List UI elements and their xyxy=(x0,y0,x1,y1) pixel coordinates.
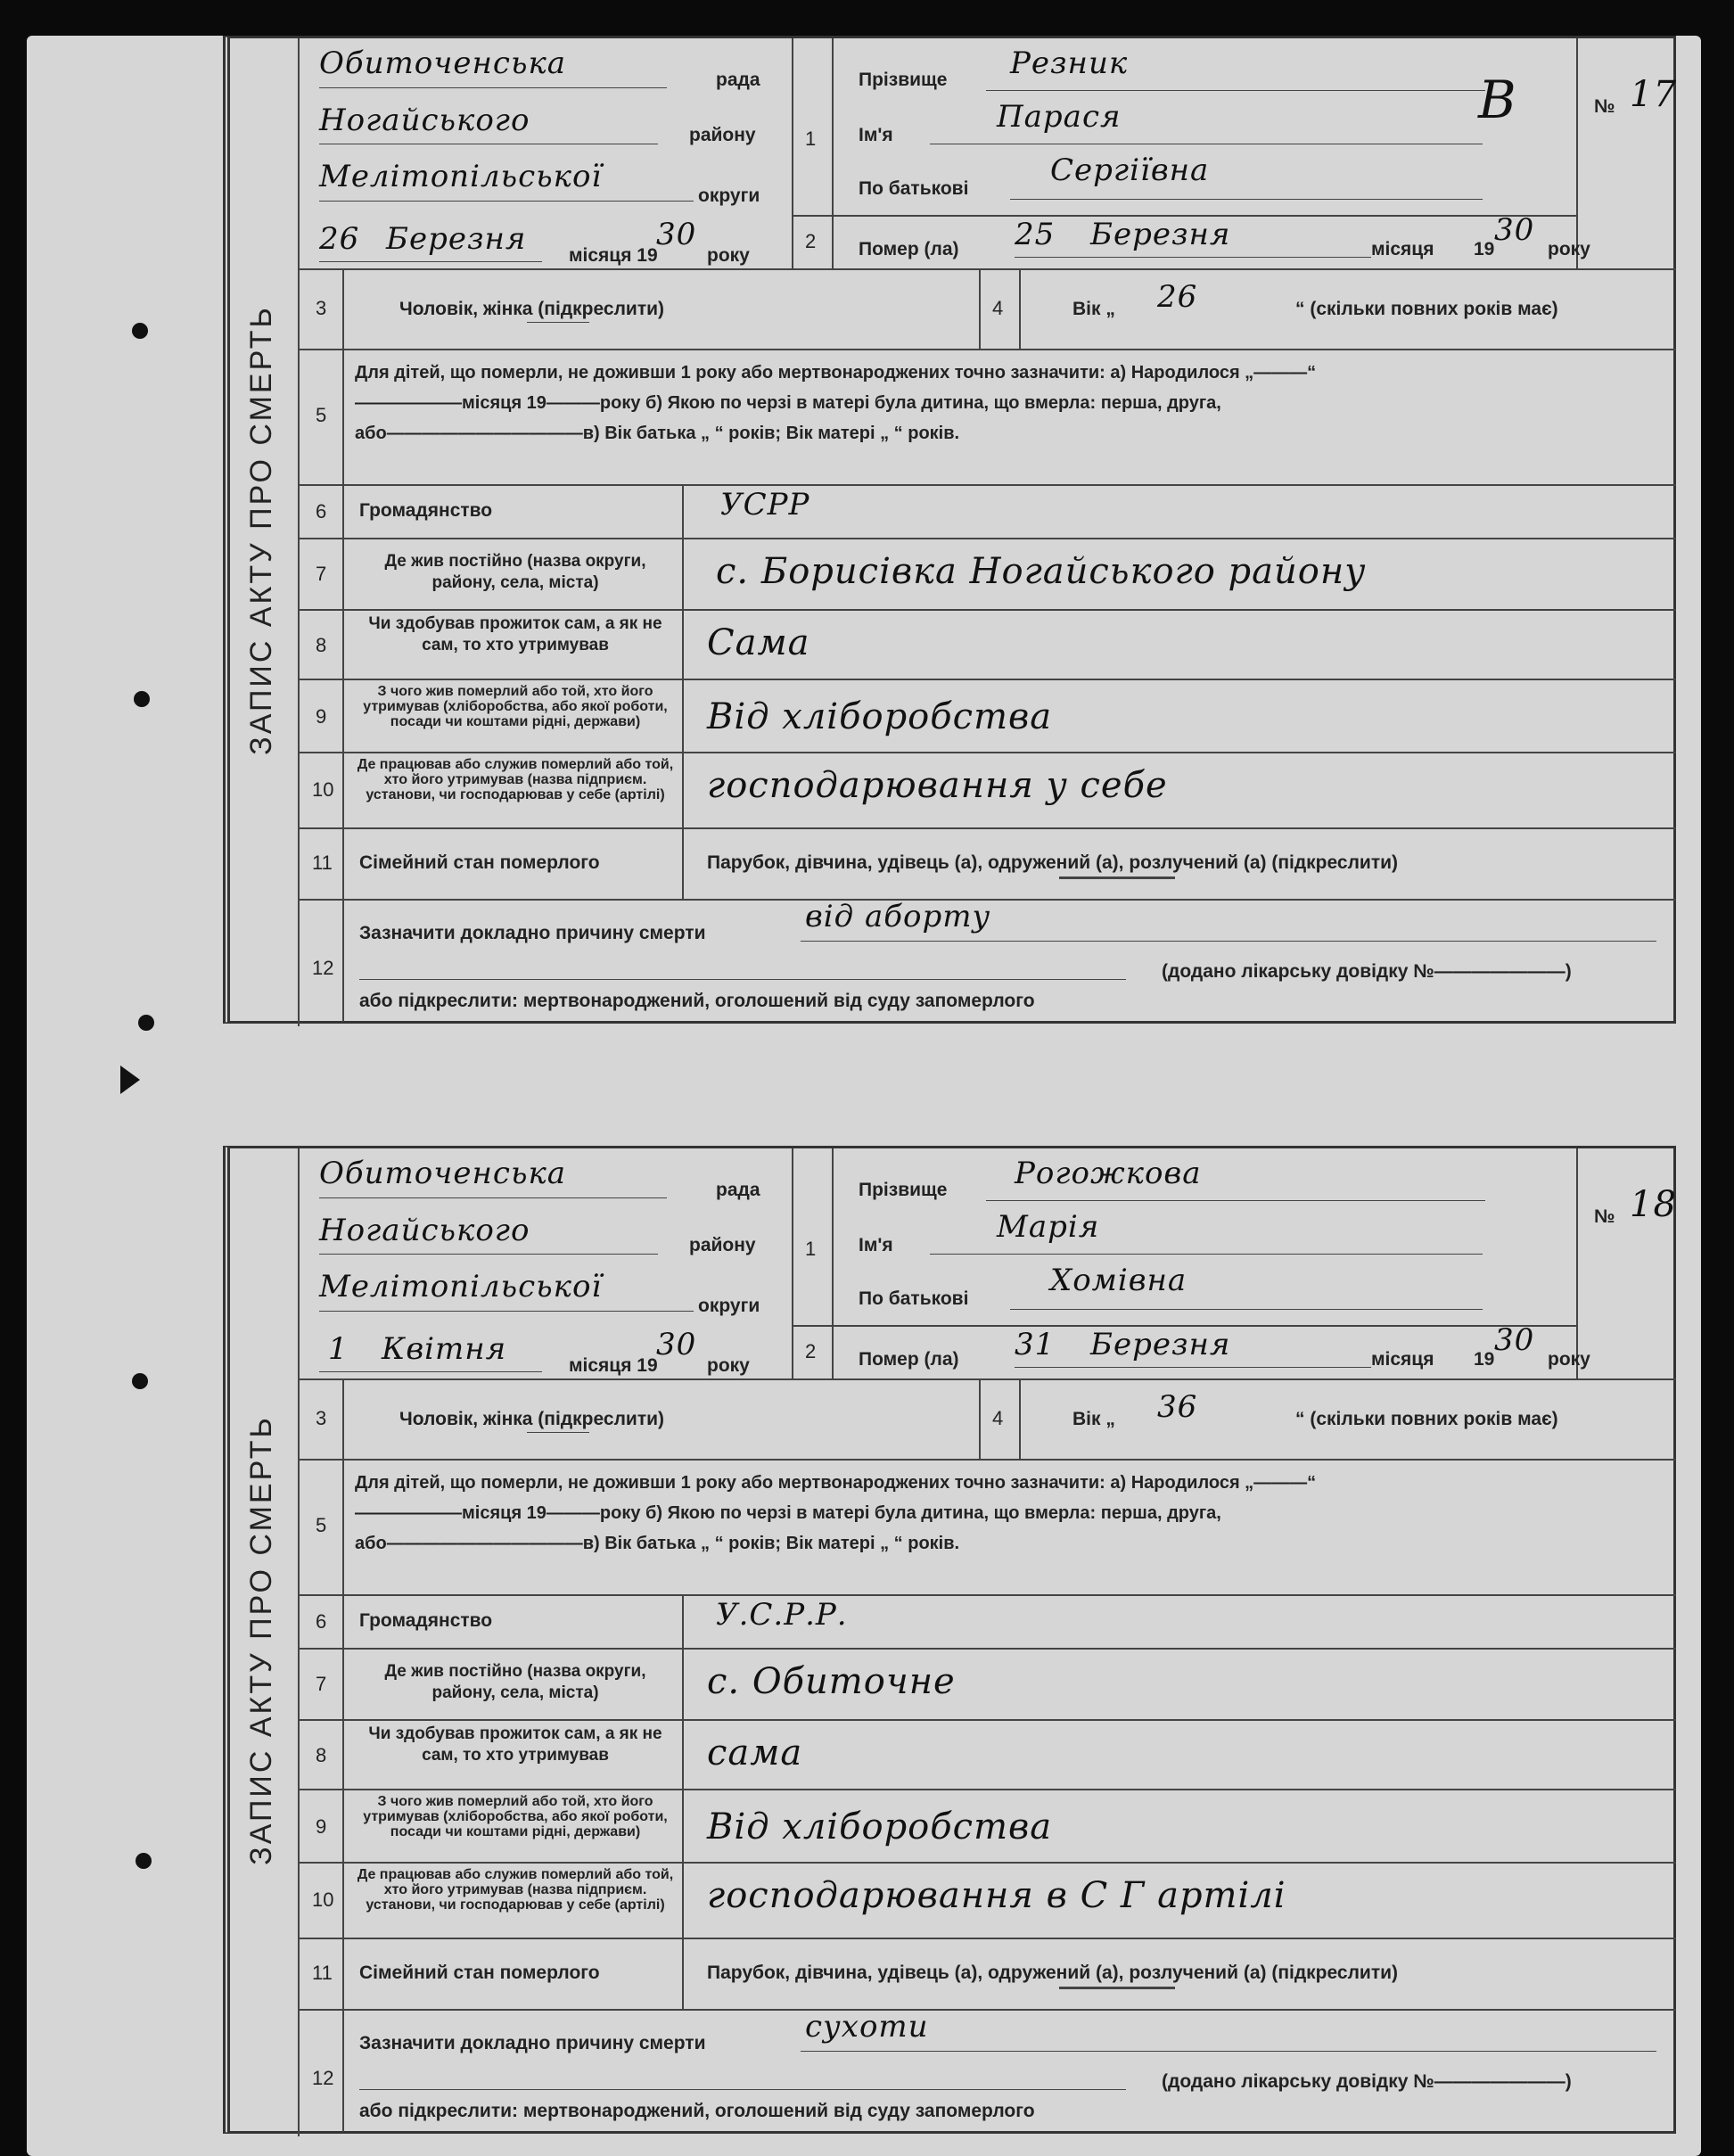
reg-year-value: 30 xyxy=(656,217,697,252)
sidebar-title-text: ЗАПИС АКТУ ПРО СМЕРТЬ xyxy=(243,304,278,755)
row-number: 11 xyxy=(312,852,333,874)
residence-label: Де жив постійно (назва округи, району, села, міста) xyxy=(384,1662,646,1702)
patronymic-label: По батькові xyxy=(859,1288,969,1309)
death-day-value: 31 xyxy=(1015,1327,1056,1362)
rada-value: Обиточенська xyxy=(319,1156,567,1191)
residence-value: с. Борисівка Ногайського району xyxy=(716,551,1367,592)
okruha-label: округи xyxy=(698,185,760,206)
work-value: господарювання в С Г артілі xyxy=(707,1875,1286,1916)
row-number: 12 xyxy=(312,957,334,979)
patronymic-value: Сергіївна xyxy=(1050,152,1210,188)
row-number: 10 xyxy=(312,1889,334,1911)
children-text xyxy=(355,358,1656,448)
age-value: 26 xyxy=(1157,279,1198,315)
cause-value: сухоти xyxy=(805,2009,929,2045)
raion-value: Ногайського xyxy=(319,103,530,138)
death-year-label: року xyxy=(1548,1349,1590,1370)
marital-options: Парубок, дівчина, удівець (а), одружений (а), розлучений (а) (підкреслити) xyxy=(707,852,1399,873)
reg-year-label: року xyxy=(707,245,750,266)
surname-value: Резник xyxy=(1010,45,1129,81)
work-label: Де працював або служив померлий або той, хто його утримував (назва підприєм. установи, чи господарював у себе (артілі) xyxy=(357,757,674,802)
raion-label: району xyxy=(689,125,756,145)
supported-value: сама xyxy=(707,1732,803,1773)
citizenship-label: Громадянство xyxy=(359,500,493,521)
row-number: 2 xyxy=(805,230,817,252)
age-value: 36 xyxy=(1157,1389,1198,1425)
row-number: 2 xyxy=(805,1340,817,1362)
corner-mark: В xyxy=(1478,70,1517,130)
cause-label: Зазначити докладно причину смерти xyxy=(359,2033,706,2053)
row-number: 11 xyxy=(312,1962,333,1984)
reg-month-value: Березня xyxy=(386,221,527,257)
rada-label: рада xyxy=(716,70,760,90)
row-number: 5 xyxy=(316,404,327,426)
marital-label: Сімейний стан померлого xyxy=(359,852,600,873)
row-number: 7 xyxy=(316,1673,327,1695)
punch-hole xyxy=(138,1015,154,1031)
stillborn-label: або підкреслити: мертвонароджений, оголошений від суду запомерлого xyxy=(359,2101,1035,2121)
children-text xyxy=(355,1468,1656,1559)
row-number: 1 xyxy=(805,128,817,150)
okruha-value: Мелітопільської xyxy=(319,159,603,194)
death-month-value: Березня xyxy=(1090,217,1231,252)
row-number: 10 xyxy=(312,778,334,801)
row-number: 5 xyxy=(316,1514,327,1536)
livelihood-value: Від хліборобства xyxy=(707,1806,1053,1847)
age-suffix: “ (скільки повних років має) xyxy=(1295,299,1558,319)
number-label: № xyxy=(1594,1206,1615,1227)
death-year-prefix: 19 xyxy=(1474,239,1495,259)
record-number: 17 xyxy=(1630,74,1677,115)
row-number: 7 xyxy=(316,563,327,585)
row-number: 1 xyxy=(805,1238,817,1260)
reg-year-value: 30 xyxy=(656,1327,697,1362)
livelihood-label: З чого жив померлий або той, хто його утримував (хліборобства, або якої роботи, посади чи коштами рідні, держави) xyxy=(363,684,668,729)
livelihood-label: З чого жив померлий або той, хто його утримував (хліборобства, або якої роботи, посади чи коштами рідні, держави) xyxy=(363,1794,668,1839)
livelihood-value: Від хліборобства xyxy=(707,696,1053,737)
death-day-value: 25 xyxy=(1015,217,1056,252)
death-month-value: Березня xyxy=(1090,1327,1231,1362)
children-line-3: або———————————в) Вік батька „ “ років; Вік матері „ “ років. xyxy=(355,1534,960,1553)
certificate-label: (додано лікарську довідку №———————) xyxy=(1162,2071,1572,2092)
death-record-form-2 xyxy=(223,1146,1676,2134)
death-month-label: місяця xyxy=(1371,239,1434,259)
work-label: Де працював або служив померлий або той, хто його утримував (назва підприєм. установи, чи господарював у себе (артілі) xyxy=(357,1867,674,1913)
patronymic-value: Хомівна xyxy=(1050,1263,1188,1298)
okruha-label: округи xyxy=(698,1296,760,1316)
children-line-1: Для дітей, що померли, не доживши 1 року або мертвонароджених точно зазначити: а) Народилося „———“ xyxy=(355,363,1317,383)
row-number: 3 xyxy=(316,1407,327,1429)
age-label: Вік „ xyxy=(1072,299,1115,319)
children-line-2: ——————місяця 19———року б) Якою по черзі в матері була дитина, що вмерла: перша, друга, xyxy=(355,393,1221,413)
death-year-value: 30 xyxy=(1494,212,1535,248)
citizenship-value: У.С.Р.Р. xyxy=(716,1597,848,1633)
supported-label: Чи здобував прожиток сам, а як не сам, то хто утримував xyxy=(368,614,662,654)
name-value: Марія xyxy=(997,1209,1100,1245)
residence-value: с. Обиточне xyxy=(707,1661,956,1702)
death-year-prefix: 19 xyxy=(1474,1349,1495,1370)
cause-value: від аборту xyxy=(805,899,991,934)
row-number: 6 xyxy=(316,500,327,523)
patronymic-label: По батькові xyxy=(859,178,969,199)
residence-label: Де жив постійно (назва округи, району, села, міста) xyxy=(384,552,646,592)
work-value: господарювання у себе xyxy=(707,765,1168,806)
punch-hole xyxy=(134,691,150,707)
death-year-value: 30 xyxy=(1494,1322,1535,1358)
raion-label: району xyxy=(689,1235,756,1255)
record-number: 18 xyxy=(1630,1184,1677,1225)
certificate-label: (додано лікарську довідку №———————) xyxy=(1162,961,1572,982)
marital-options: Парубок, дівчина, удівець (а), одружений (а), розлучений (а) (підкреслити) xyxy=(707,1963,1399,1983)
death-date-label: Помер (ла) xyxy=(859,239,959,259)
reg-month-label: місяця 19 xyxy=(569,245,658,266)
reg-month-label: місяця 19 xyxy=(569,1355,658,1376)
citizenship-label: Громадянство xyxy=(359,1610,493,1631)
row-number: 3 xyxy=(316,297,327,319)
number-label: № xyxy=(1594,96,1615,117)
name-label: Ім'я xyxy=(859,1235,893,1255)
sidebar-title-text: ЗАПИС АКТУ ПРО СМЕРТЬ xyxy=(243,1414,278,1865)
children-line-1: Для дітей, що померли, не доживши 1 року або мертвонароджених точно зазначити: а) Народилося „———“ xyxy=(355,1473,1317,1493)
surname-label: Прізвище xyxy=(859,70,948,90)
row-number: 8 xyxy=(316,1744,327,1766)
row-number: 4 xyxy=(992,297,1004,319)
sex-label: Чоловік, жінка (підкреслити) xyxy=(399,1409,665,1429)
surname-value: Рогожкова xyxy=(1015,1156,1202,1191)
arrow-right-icon xyxy=(120,1066,140,1094)
rada-label: рада xyxy=(716,1180,760,1200)
death-date-label: Помер (ла) xyxy=(859,1349,959,1370)
marital-label: Сімейний стан померлого xyxy=(359,1963,600,1983)
children-line-2: ——————місяця 19———року б) Якою по черзі в матері була дитина, що вмерла: перша, друга, xyxy=(355,1503,1221,1523)
age-label: Вік „ xyxy=(1072,1409,1115,1429)
row-number: 9 xyxy=(316,1815,327,1838)
okruha-value: Мелітопільської xyxy=(319,1269,603,1304)
row-number: 9 xyxy=(316,705,327,728)
death-month-label: місяця xyxy=(1371,1349,1434,1370)
punch-hole xyxy=(132,323,148,339)
age-suffix: “ (скільки повних років має) xyxy=(1295,1409,1558,1429)
death-record-form-1 xyxy=(223,36,1676,1024)
supported-value: Сама xyxy=(707,622,810,663)
citizenship-value: УСРР xyxy=(720,487,810,523)
row-number: 12 xyxy=(312,2067,334,2089)
death-year-label: року xyxy=(1548,239,1590,259)
reg-year-label: року xyxy=(707,1355,750,1376)
children-line-3: або———————————в) Вік батька „ “ років; Вік матері „ “ років. xyxy=(355,424,960,443)
sex-label: Чоловік, жінка (підкреслити) xyxy=(399,299,665,319)
rada-value: Обиточенська xyxy=(319,45,567,81)
raion-value: Ногайського xyxy=(319,1213,530,1248)
name-label: Ім'я xyxy=(859,125,893,145)
reg-day-value: 26 xyxy=(319,221,360,257)
row-number: 8 xyxy=(316,634,327,656)
cause-label: Зазначити докладно причину смерти xyxy=(359,923,706,943)
reg-month-value: Квітня xyxy=(382,1331,507,1367)
supported-label: Чи здобував прожиток сам, а як не сам, то хто утримував xyxy=(368,1724,662,1765)
row-number: 6 xyxy=(316,1610,327,1633)
row-number: 4 xyxy=(992,1407,1004,1429)
punch-hole xyxy=(132,1373,148,1389)
surname-label: Прізвище xyxy=(859,1180,948,1200)
name-value: Парася xyxy=(997,99,1122,135)
punch-hole xyxy=(136,1853,152,1869)
stillborn-label: або підкреслити: мертвонароджений, оголошений від суду запомерлого xyxy=(359,991,1035,1011)
reg-day-value: 1 xyxy=(328,1331,349,1367)
